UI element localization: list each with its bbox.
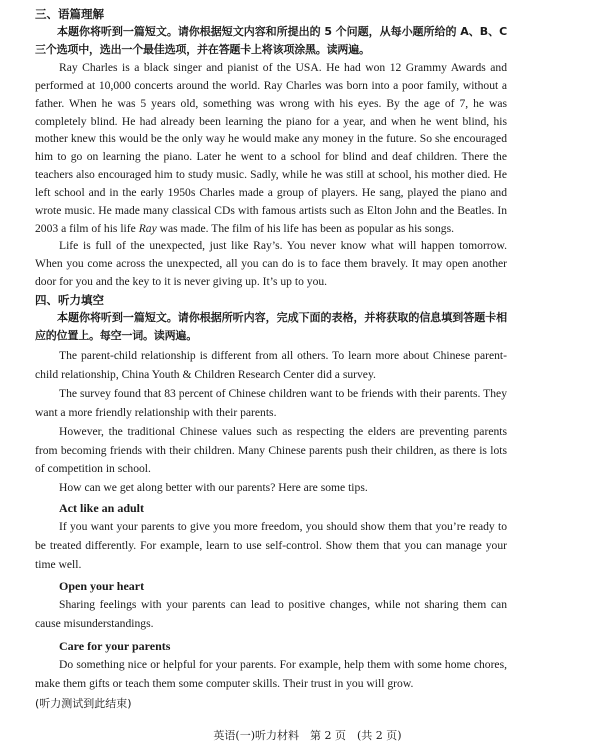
section-4-paragraph: The survey found that 83 percent of Chinese children want to be friends with their parents. They want a more friendly relationship with their parents. bbox=[35, 386, 507, 419]
section-3-heading: 三、语篇理解 bbox=[35, 7, 104, 21]
tip-heading: Act like an adult bbox=[59, 501, 145, 516]
tip-text: Do something nice or helpful for your parents. For example, help them with some home chores, make them gifts or teach them some computer skills. Their trust in you will grow. bbox=[35, 657, 507, 690]
section-3-paragraph-2: Life is full of the unexpected, just like Ray’s. You never know what will happen tomorrow. When you come across the unexpected, all you can do is to face them bravely. It may open another door for you and the key to it is never giving up. It’s up to you. bbox=[35, 239, 507, 289]
tip-text: Sharing feelings with your parents can lead to positive changes, while not sharing them can cause misunderstandings. bbox=[35, 597, 507, 630]
section-3-instructions: 本题你将听到一篇短文。请你根据短文内容和所提出的 5 个问题，从每小题所给的 A、B、C 三个选项中，选出一个最佳选项，并在答题卡上将该项涂黑。读两遍。 bbox=[35, 25, 507, 56]
section-4-heading: 四、听力填空 bbox=[35, 292, 104, 307]
tip-text: If you want your parents to give you more freedom, you should show them that you’re ready to be treated differently. For example, learn to use self-control. Show them that you can manage your time well. bbox=[35, 520, 507, 572]
section-3-paragraph-1 bbox=[35, 59, 507, 237]
section-4-paragraph: The parent-child relationship is different from all others. To learn more about Chinese parent-child relationship, China Youth & Children Research Center did a survey. bbox=[35, 348, 507, 381]
section-4-paragraph: How can we get along better with our parents? Here are some tips. bbox=[59, 481, 368, 495]
paragraph-1-end: was made. The film of his life has been as popular as his songs. bbox=[156, 221, 455, 235]
document-body bbox=[35, 6, 507, 714]
section-4-instructions: 本题你将听到一篇短文。请你根据所听内容，完成下面的表格，并将获取的信息填到答题卡相应的位置上。每空一词。读两遍。 bbox=[35, 310, 507, 342]
tip-heading: Open your heart bbox=[59, 578, 145, 593]
tip-heading: Care for your parents bbox=[59, 638, 171, 653]
page-footer: 英语(一)听力材料 第 2 页 (共 2 页) bbox=[213, 729, 402, 742]
section-4-paragraph: However, the traditional Chinese values such as respecting the elders are preventing parents from becoming friends with their children. Many Chinese parents push their children, as there is lots of competition in school. bbox=[35, 424, 507, 476]
paragraph-1-start: Ray Charles is a black singer and pianist of the USA. He had won 12 Grammy Awards and performed at 10,000 concerts around the world. Ray Charles was born into a poor family, without a father. When he was 5 years old, something was wrong with his eyes. By the age of 7, he was completely blind. He had already been learning the piano for a year, and when he went blind, his mother knew this would be the only way he would make any money in the future. So she encouraged him to go on learning the piano. Later he went to a school for blind and deaf children. There the teachers also encouraged him to study music. Sadly, while he was still at school, his mother died. He left school and in the early 1950s Charles made a group of players. He sang, played the piano and wrote music. He made many classical CDs with famous artists such as Elton John and the Beatles. In 2003 a film of his life bbox=[35, 61, 507, 235]
end-note: (听力测试到此结束) bbox=[35, 696, 132, 710]
film-title: Ray bbox=[138, 221, 157, 235]
